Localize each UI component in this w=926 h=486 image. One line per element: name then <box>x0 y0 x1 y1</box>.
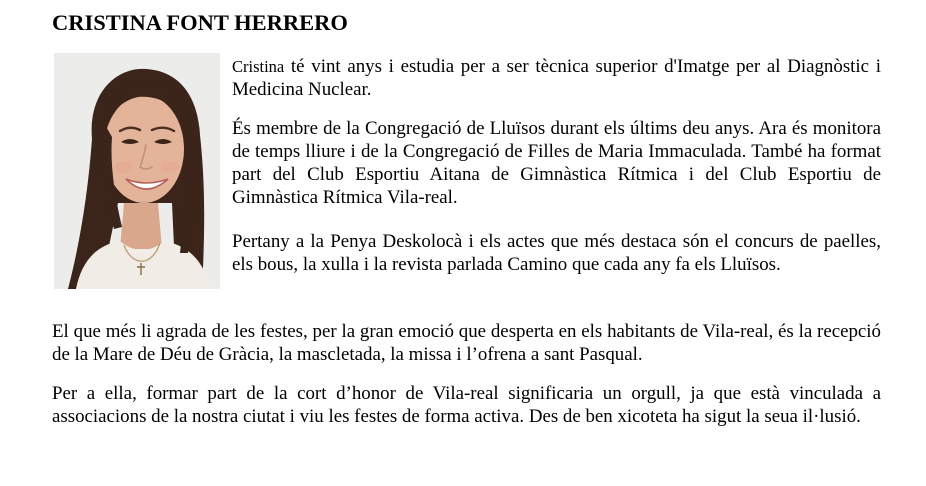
paragraph-studies <box>232 55 881 101</box>
paragraph-first-word: Cristina <box>232 57 285 76</box>
paragraph-honor-court: Per a ella, formar part de la cort d’honor de Vila-real significaria un orgull, ja que està vinculada a associacions de la nostra ciutat i viu les festes de forma activa. Des de ben xicoteta ha sigut la seua il·lusió. <box>52 383 881 427</box>
paragraph-membership: És membre de la Congregació de Lluïsos durant els últims deu anys. Ara és monitora de temps lliure i de la Congregació de Filles de Maria Immaculada. També ha format part del Club Esportiu Aitana de Gimnàstica Rítmica i del Club Esportiu de Gimnàstica Rítmica Vila-real. <box>232 118 881 208</box>
paragraph-studies-text: té vint anys i estudia per a ser tècnica superior d'Imatge per al Diagnòstic i Medicina Nuclear. <box>232 56 881 100</box>
page-title: CRISTINA FONT HERRERO <box>52 10 348 35</box>
portrait-photo <box>54 53 220 289</box>
paragraph-penya: Pertany a la Penya Deskolocà i els actes que més destaca són el concurs de paelles, els bous, la xulla i la revista parlada Camino que cada any fa els Lluïsos. <box>232 231 881 275</box>
paragraph-festivities: El que més li agrada de les festes, per la gran emoció que desperta en els habitants de Vila-real, és la recepció de la Mare de Déu de Gràcia, la mascletada, la missa i l’ofrena a sant Pasqual. <box>52 321 881 365</box>
